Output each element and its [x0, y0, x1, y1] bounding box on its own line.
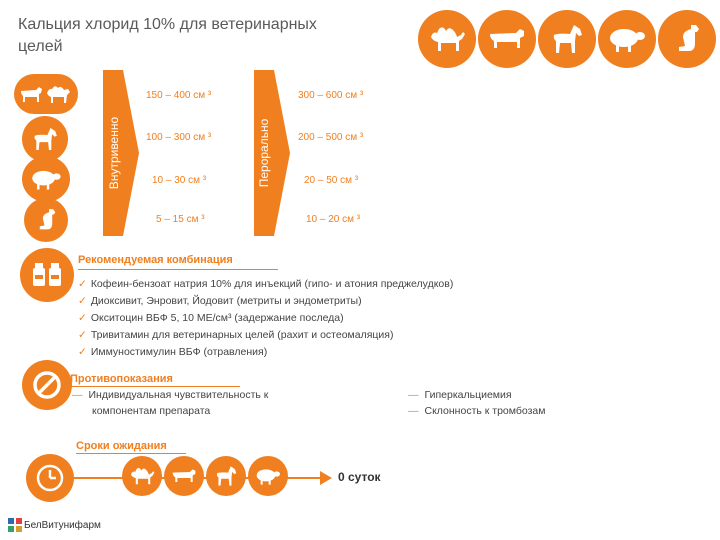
combination-item: ✓ Окситоцин ВБФ 5, 10 МЕ/см³ (задержание последа) [78, 312, 344, 324]
withdrawal-title: Сроки ожидания [76, 440, 167, 452]
combination-item: ✓ Тривитамин для ветеринарных целей (рахит и остеомаляция) [78, 329, 394, 341]
combination-item: ✓ Иммуностимулин ВБФ (отравления) [78, 346, 268, 358]
contraindication-item: — Гиперкальциемия [408, 389, 512, 401]
cow-icon [478, 10, 536, 68]
iv-dose-large: 150 – 400 см ³ [146, 90, 212, 101]
clock-icon [26, 454, 74, 502]
oral-arrow [274, 70, 290, 236]
camel-icon [122, 456, 162, 496]
brand-logo-icon [8, 518, 22, 532]
horse-icon [538, 10, 596, 68]
combination-item: ✓ Кофеин-бензоат натрия 10% для инъекций (гипо- и атония преджелудков) [78, 278, 454, 290]
vials-icon [20, 248, 74, 302]
sheep-icon [22, 156, 70, 202]
contraindication-item: — Индивидуальная чувствительность к [72, 389, 269, 401]
prohibited-icon [22, 360, 72, 410]
sheep-icon [248, 456, 288, 496]
withdrawal-rule [76, 453, 186, 454]
page-title: Кальция хлорид 10% для ветеринарных целей [18, 16, 317, 55]
oral-route-label: Перорально [257, 118, 271, 188]
brand-name: БелВитунифарм [24, 520, 101, 531]
iv-arrow [123, 70, 139, 236]
iv-dose-dog: 5 – 15 см ³ [156, 214, 205, 225]
iv-dose-sheep: 10 – 30 см ³ [152, 175, 207, 186]
oral-dose-horse: 200 – 500 см ³ [298, 132, 364, 143]
oral-dose-sheep: 20 – 50 см ³ [304, 175, 359, 186]
dog-icon [24, 198, 68, 242]
iv-dose-horse: 100 – 300 см ³ [146, 132, 212, 143]
cow-camel-icon [14, 74, 78, 114]
oral-dose-dog: 10 – 20 см ³ [306, 214, 361, 225]
withdrawal-value: 0 суток [338, 470, 381, 484]
withdrawal-arrow-head [320, 471, 332, 485]
sheep-icon [598, 10, 656, 68]
oral-dose-large: 300 – 600 см ³ [298, 90, 364, 101]
horse-icon [206, 456, 246, 496]
contraindications-title: Противопоказания [70, 373, 173, 385]
camel-icon [418, 10, 476, 68]
combination-title: Рекомендуемая комбинация [78, 254, 233, 266]
cow-icon [164, 456, 204, 496]
contraindication-item-cont: компонентам препарата [92, 405, 211, 417]
contraindication-item: — Склонность к тромбозам [408, 405, 546, 417]
combination-item: ✓ Диоксивит, Энровит, Йодовит (метриты и эндометриты) [78, 295, 362, 307]
iv-route-label: Внутривенно [107, 116, 121, 190]
dog-icon [658, 10, 716, 68]
combination-rule [78, 269, 278, 270]
